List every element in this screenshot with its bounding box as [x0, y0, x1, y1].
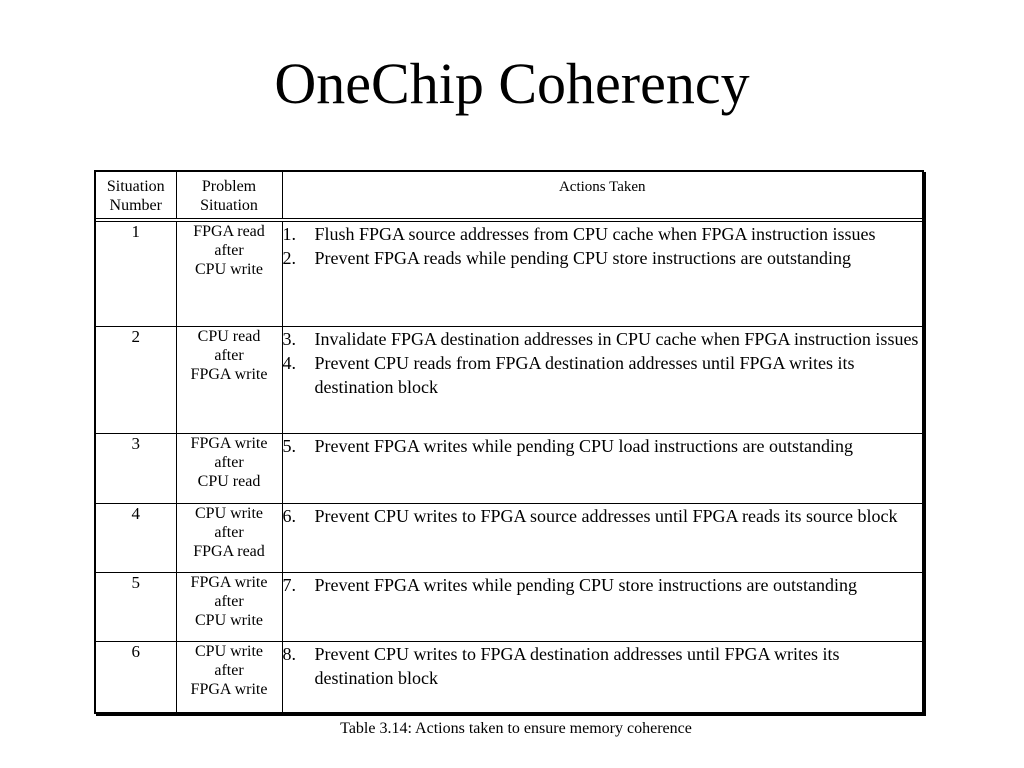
actions-taken [282, 434, 922, 503]
table-caption: Table 3.14: Actions taken to ensure memory coherence [340, 720, 692, 737]
situation-number: 3 [96, 434, 176, 503]
problem-situation: CPU write after FPGA write [176, 642, 282, 712]
situation-number: 2 [96, 327, 176, 434]
slide-title: OneChip Coherency [274, 51, 750, 116]
table-row [96, 220, 922, 326]
action-item: 5. Prevent FPGA writes while pending CPU load instructions are outstanding [282, 436, 853, 457]
problem-situation: FPGA write after CPU read [176, 434, 282, 503]
header-actions-taken: Actions Taken [282, 172, 922, 220]
action-item: 6. Prevent CPU writes to FPGA source addresses until FPGA reads its source block [282, 505, 898, 526]
problem-situation: FPGA read after CPU write [176, 220, 282, 326]
action-item: 8. Prevent CPU writes to FPGA destination addresses until FPGA writes its destination block [282, 644, 840, 689]
situation-number: 4 [96, 503, 176, 572]
situation-number: 1 [96, 220, 176, 326]
action-item: 3. Invalidate FPGA destination addresses in CPU cache when FPGA instruction issues [282, 329, 919, 350]
actions-taken [282, 503, 922, 572]
actions-taken [282, 220, 922, 326]
action-item: 1. Flush FPGA source addresses from CPU cache when FPGA instruction issues [282, 224, 876, 245]
actions-taken [282, 572, 922, 641]
header-situation-number: Situation Number [96, 172, 176, 220]
action-item: 4. Prevent CPU reads from FPGA destination addresses until FPGA writes its destination block [282, 353, 855, 398]
action-item: 7. Prevent FPGA writes while pending CPU store instructions are outstanding [282, 574, 857, 595]
actions-taken [282, 327, 922, 434]
table-row [96, 642, 922, 712]
coherence-table [96, 172, 922, 712]
problem-situation: FPGA write after CPU write [176, 572, 282, 641]
action-item: 2. Prevent FPGA reads while pending CPU store instructions are outstanding [282, 248, 851, 269]
table-row [96, 503, 922, 572]
problem-situation: CPU read after FPGA write [176, 327, 282, 434]
coherence-table-frame [94, 170, 924, 714]
header-problem-situation: Problem Situation [176, 172, 282, 220]
table-row [96, 572, 922, 641]
table-header-row [96, 172, 922, 220]
problem-situation: CPU write after FPGA read [176, 503, 282, 572]
table-row [96, 434, 922, 503]
situation-number: 5 [96, 572, 176, 641]
actions-taken [282, 642, 922, 712]
table-row [96, 327, 922, 434]
situation-number: 6 [96, 642, 176, 712]
